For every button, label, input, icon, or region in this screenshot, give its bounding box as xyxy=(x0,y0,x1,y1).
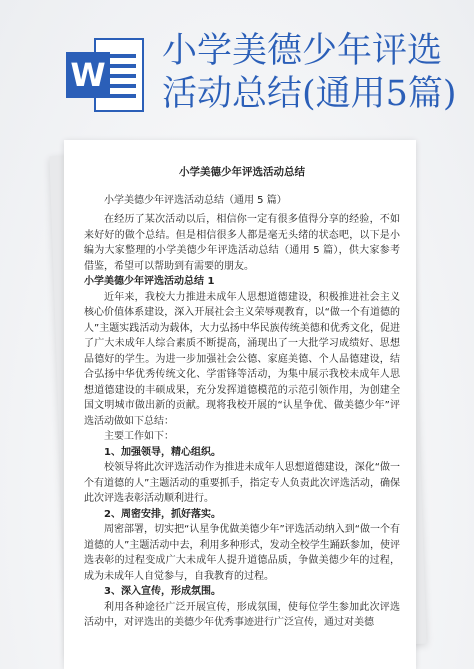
section-heading: 小学美德少年评选活动总结 1 xyxy=(84,276,215,287)
document-subtitle: 小学美德少年评选活动总结（通用 5 篇） xyxy=(104,194,287,206)
point-1-heading: 1、加强领导，精心组织。 xyxy=(104,446,221,458)
document-body xyxy=(84,165,400,631)
header-banner xyxy=(0,0,474,118)
page-title xyxy=(162,30,462,116)
page-title-line-2: 活动总结(通用5篇) xyxy=(162,74,457,114)
document-title: 小学美德少年评选活动总结 xyxy=(179,166,305,178)
document-page xyxy=(64,140,416,669)
point-1-text: 校领导将此次评选活动作为推进未成年人思想道德建设，深化“做一个有道德的人”主题活动的重要抓手，指定专人负责此次评选活动，确保此次评选表彰活动顺利进行。 xyxy=(84,462,400,504)
point-3-heading: 3、深入宣传，形成氛围。 xyxy=(104,586,221,597)
point-3-text: 利用各种途径广泛开展宣传，形成氛围，使每位学生参加此次评选活动中，对评选出的美德少年优秀事迹进行广泛宣传，通过对美德 xyxy=(84,601,400,628)
main-work-label: 主要工作如下： xyxy=(104,431,174,442)
point-2-heading: 2、周密安排，抓好落实。 xyxy=(104,508,221,520)
point-2-text: 周密部署，切实把“认星争优做美德少年”评选活动纳入到“做一个有道德的人”主题活动中去，利用多种形式，发动全校学生踊跃参加，使评选表彰的过程变成广大未成年人提升道德品质，争做美德少年的过程，成为未成年人自觉参与，自我教育的过程。 xyxy=(84,524,400,582)
body-paragraph: 近年来，我校大力推进未成年人思想道德建设，积极推进社会主义核心价值体系建设，深入开展社会主义荣辱观教育，以“做一个有道德的人”主题实践活动为载体，大力弘扬中华民族传统美德和优秀文化，促进了广大未成年人综合素质不断提高，涌现出了一大批学习成绩好、思想品德好的学生。为进一步加强社会公德、家庭美德、个人品德建设，结合弘扬中华优秀传统文化、学雷锋等活动，为集中展示我校未成年人思想道德建设的丰硕成果，充分发挥道德模范的示范引领作用，为创建全国文明城市做出新的贡献。现将我校开展的“认星争优、做美德少年”评选活动做如下总结： xyxy=(84,291,400,427)
page-title-line-1: 小学美德少年评选 xyxy=(162,31,443,71)
word-logo-badge: W xyxy=(66,52,110,98)
word-document-icon xyxy=(66,38,146,112)
intro-paragraph: 在经历了某次活动以后，相信你一定有很多值得分享的经验，不如来好好的做个总结。但是相信很多人都是毫无头绪的状态吧，以下是小编为大家整理的小学美德少年评选活动总结（通用 5 篇），供大家参考借鉴，希望可以帮助到有需要的朋友。 xyxy=(84,214,400,272)
